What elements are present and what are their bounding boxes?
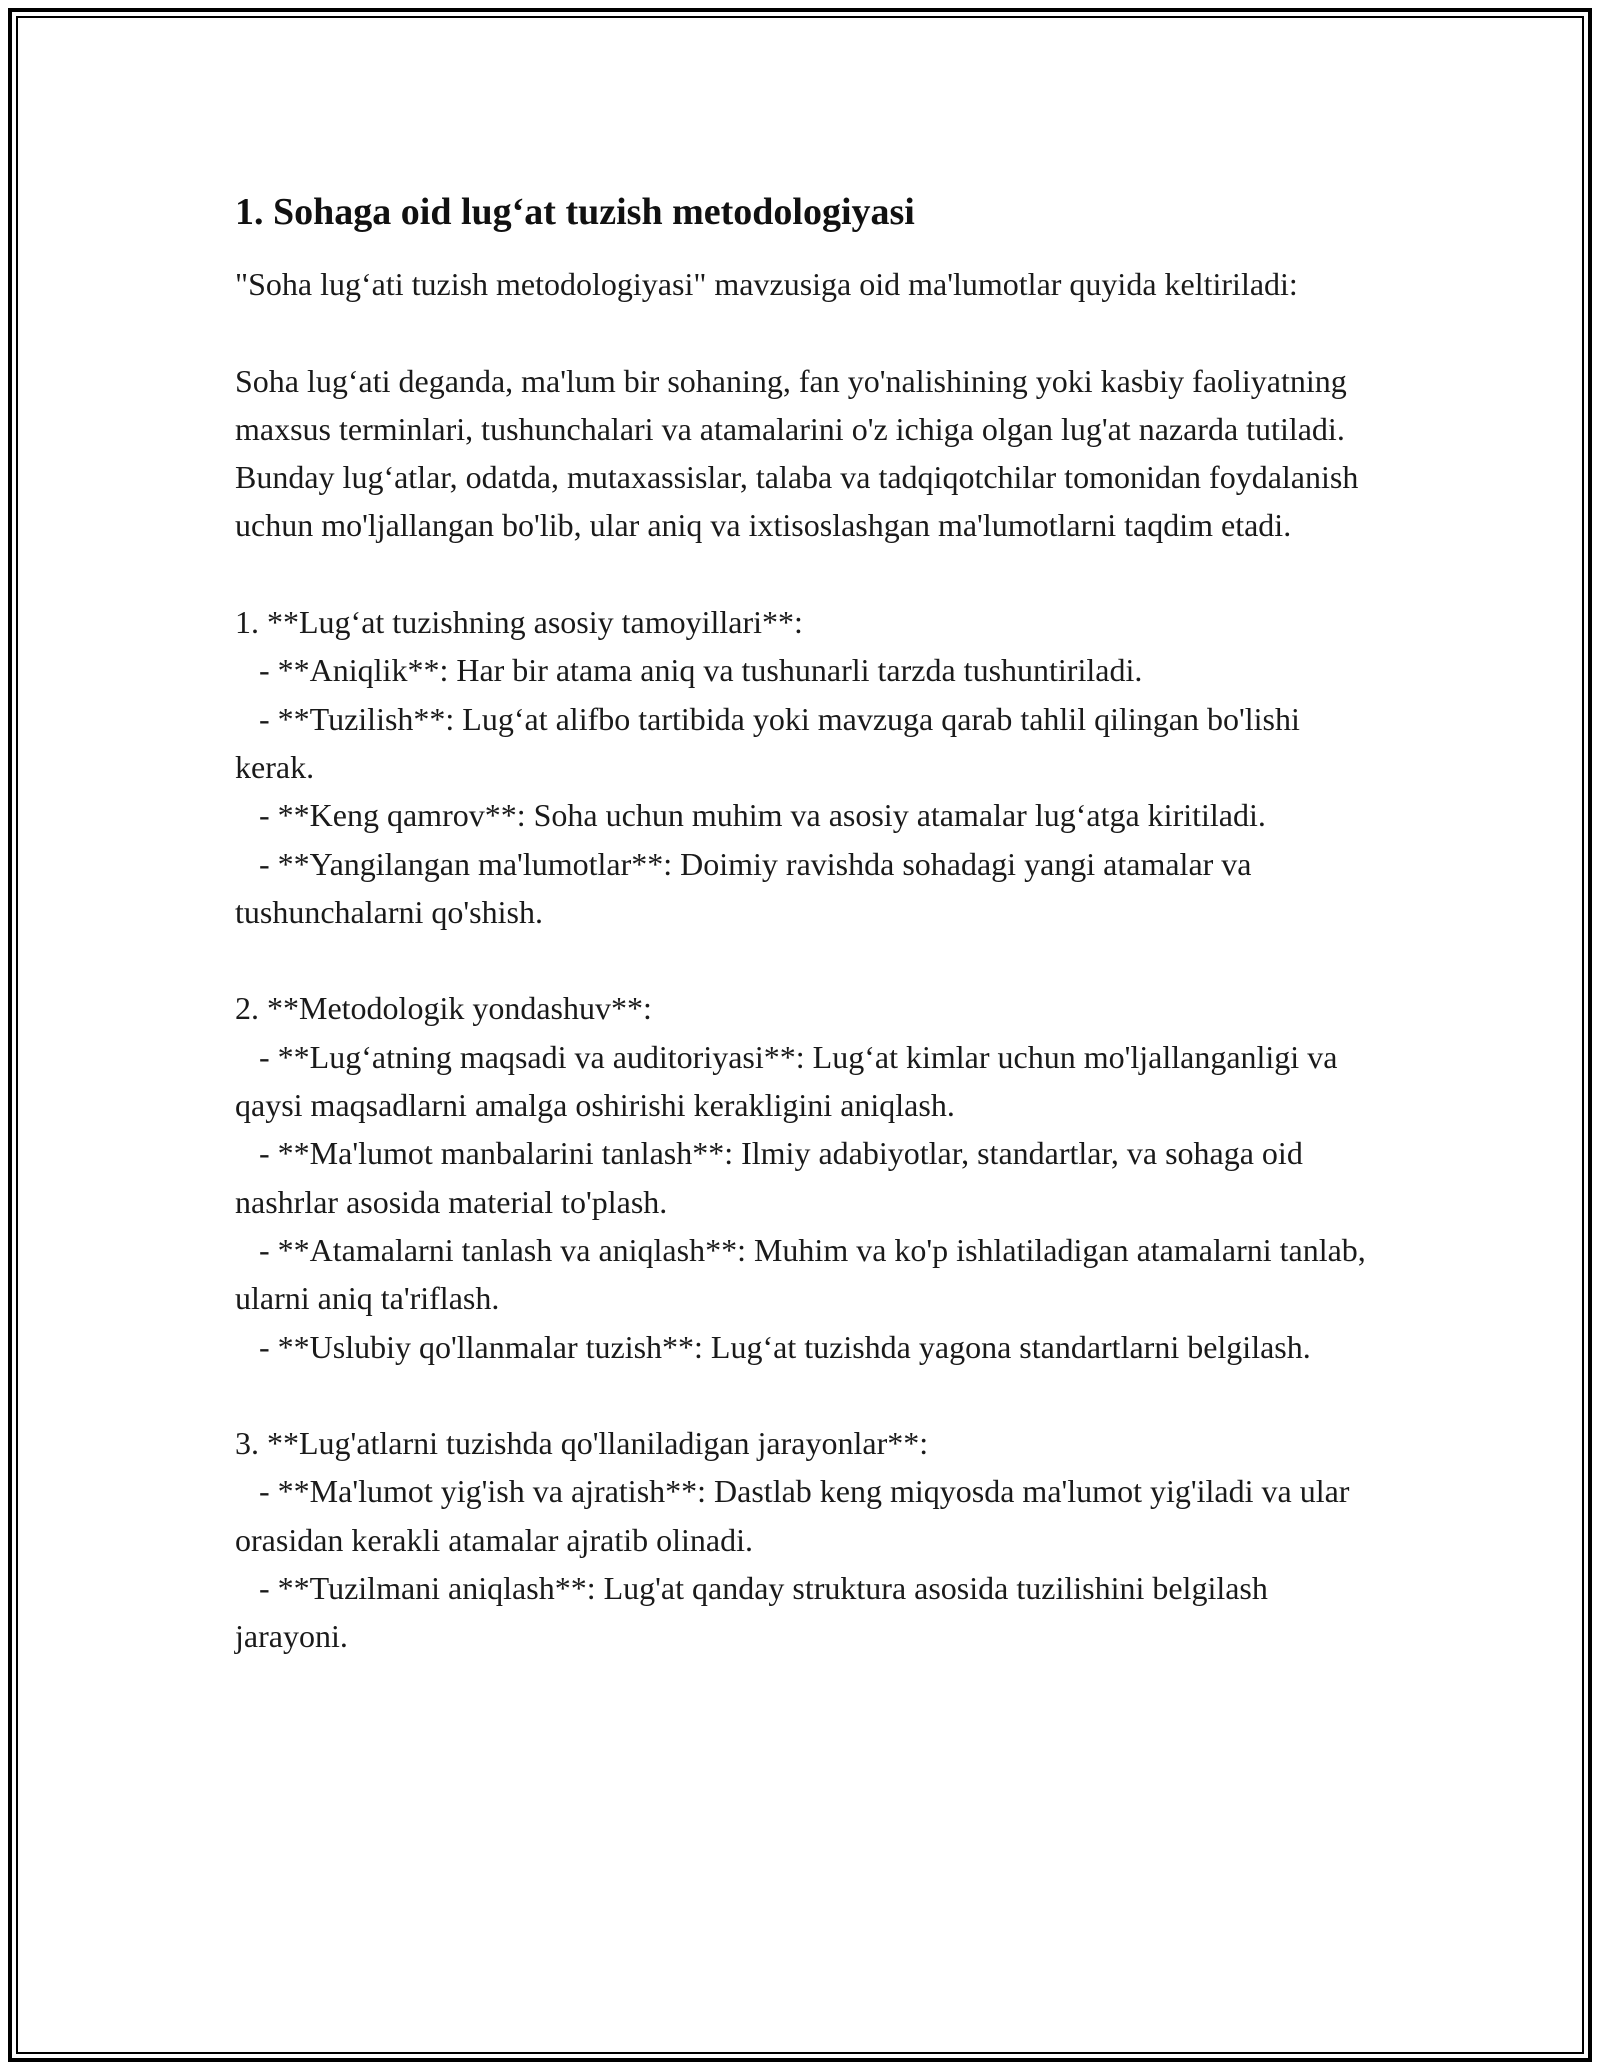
section-methodology [235,984,1374,1370]
section-heading: 1. **Lug‘at tuzishning asosiy tamoyillari**: [235,604,803,641]
section-processes [235,1419,1370,1660]
section-heading: 2. **Metodologik yondashuv**: [235,990,652,1027]
list-item: - **Lug‘atning maqsadi va auditoriyasi**: Lug‘at kimlar uchun mo'ljallanganligi va qaysi maqsadlarni amalga oshirishi kerakligini aniqlash. [235,1038,1346,1124]
definition-paragraph: Soha lug‘ati deganda, ma'lum bir sohaning, fan yo'nalishining yoki kasbiy faoliyatning maxsus terminlari, tushunchalari va atamalarini o'z ichiga olgan lug'at nazarda tutiladi. Bunday lug‘atlar, odatda, mutaxassislar, talaba va tadqiqotchilar tomonidan foydalanish uchun mo'ljallangan bo'lib, ular aniq va ixtisoslashgan ma'lumotlarni taqdim etadi. [235,362,1367,544]
list-item: - **Atamalarni tanlash va aniqlash**: Muhim va ko'p ishlatiladigan atamalarni tanlab, ularni aniq ta'riflash. [235,1231,1374,1317]
list-item: - **Ma'lumot manbalarini tanlash**: Ilmiy adabiyotlar, standartlar, va sohaga oid nashrlar asosida material to'plash. [235,1135,1311,1220]
paragraph-spacer [235,550,1370,598]
list-item: - **Keng qamrov**: Soha uchun muhim va asosiy atamalar lug‘atga kiritiladi. [235,797,1266,834]
list-item: - **Tuzilish**: Lug‘at alifbo tartibida yoki mavzuga qarab tahlil qilingan bo'lishi kerak. [235,700,1308,785]
section-heading: 3. **Lug'atlarni tuzishda qo'llaniladigan jarayonlar**: [235,1425,929,1462]
paragraph-spacer [235,308,1370,356]
paragraph-spacer [235,1371,1370,1419]
section-principles [235,598,1370,936]
intro-paragraph: "Soha lug‘ati tuzish metodologiyasi" mavzusiga oid ma'lumotlar quyida keltiriladi: [235,266,1298,302]
list-item: - **Yangilangan ma'lumotlar**: Doimiy ravishda sohadagi yangi atamalar va tushunchalarni qo'shish. [235,845,1260,930]
list-item: - **Aniqlik**: Har bir atama aniq va tushunarli tarzda tushuntiriladi. [235,652,1143,689]
list-item: - **Ma'lumot yig'ish va ajratish**: Dastlab keng miqyosda ma'lumot yig'iladi va ular orasidan kerakli atamalar ajratib olinadi. [235,1473,1358,1558]
document-body [235,188,1374,1661]
document-title: 1. Sohaga oid lug‘at tuzish metodologiyasi [235,191,915,233]
list-item: - **Tuzilmani aniqlash**: Lug'at qanday struktura asosida tuzilishini belgilash jarayoni. [235,1570,1276,1655]
paragraph-spacer [235,936,1370,984]
list-item: - **Uslubiy qo'llanmalar tuzish**: Lug‘at tuzishda yagona standartlarni belgilash. [235,1328,1311,1365]
